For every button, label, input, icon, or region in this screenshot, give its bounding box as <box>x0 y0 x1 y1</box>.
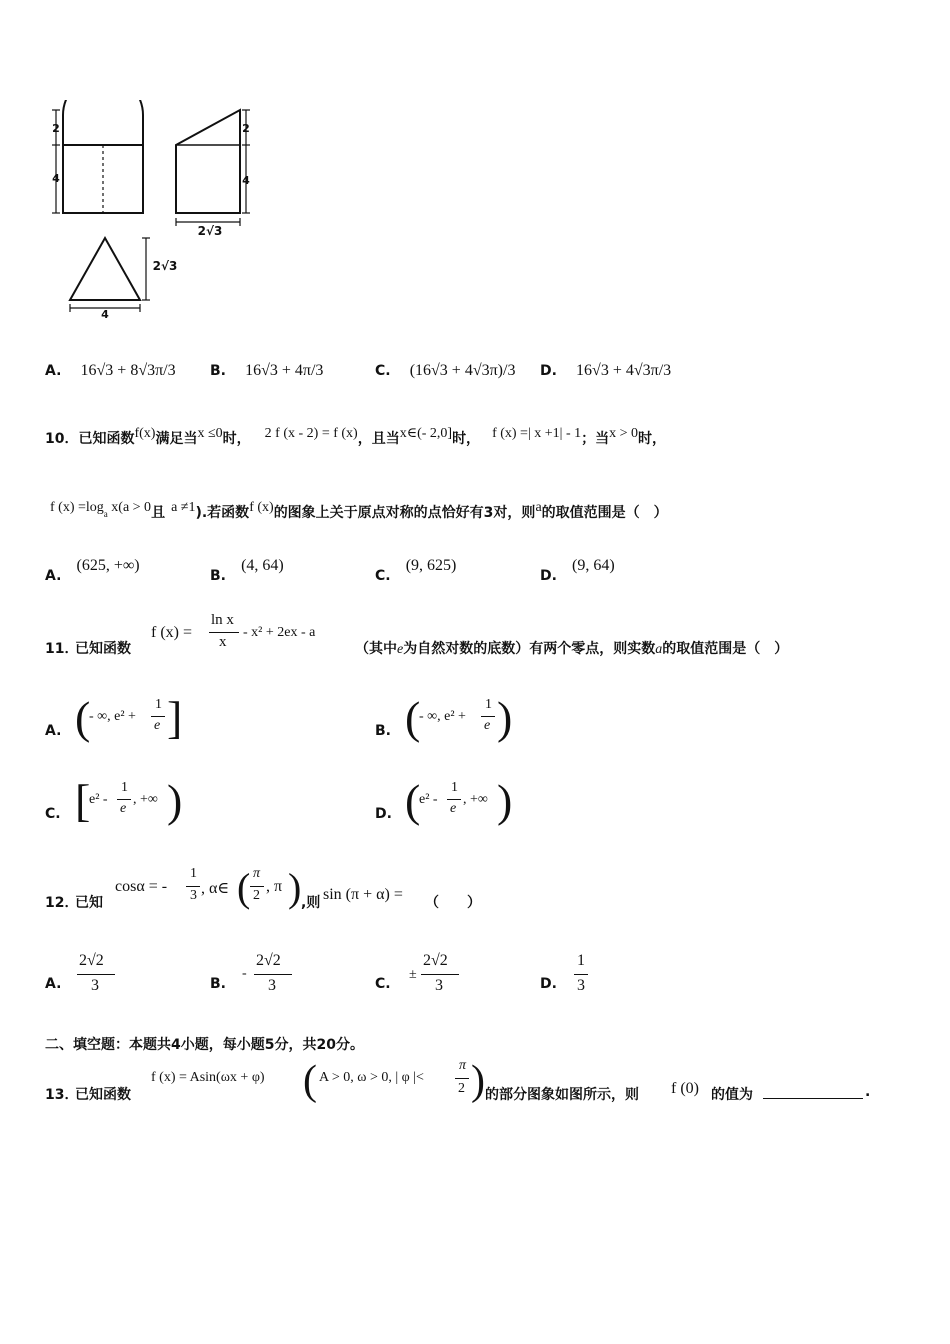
frac-den: e <box>450 801 457 816</box>
q10-option-b[interactable] <box>210 555 284 584</box>
q12-alpha-in: , α∈ <box>201 880 230 897</box>
option-label: C. <box>375 363 391 379</box>
q10-text: 满足当 <box>155 431 198 447</box>
bracket-right: ) <box>497 692 513 743</box>
option-label: D. <box>375 806 392 822</box>
frac-den: 3 <box>577 977 585 994</box>
q11-text: 已知函数 <box>75 641 131 657</box>
q10-option-a[interactable] <box>45 555 140 584</box>
front-dim-2: 2 <box>52 122 60 135</box>
q13-pi-den: 2 <box>458 1081 465 1096</box>
option-label: C. <box>375 976 391 992</box>
q13-fx: f (x) = Asin(ωx + φ) <box>151 1070 265 1085</box>
bracket-right: ) <box>497 775 513 826</box>
q11-option-b[interactable] <box>375 692 675 747</box>
option-sign: - <box>242 966 247 981</box>
option-inner: e² - <box>89 792 108 807</box>
bracket-right: ) <box>167 775 183 826</box>
frac-den: 3 <box>435 977 443 994</box>
side-dim-2: 2 <box>242 122 250 135</box>
option-expr: 16√3 + 4π/3 <box>245 362 324 379</box>
q12-option-d[interactable] <box>540 950 690 1002</box>
q10-math: f (x) =| x +1| - 1 <box>492 426 582 441</box>
option-expr: (4, 64) <box>241 557 284 574</box>
q10-text: 的图象上关于原点对称的点恰好有3对，则 <box>273 505 536 521</box>
option-label: D. <box>540 976 557 992</box>
q12-pi-tail: , π <box>266 878 283 895</box>
q12-cos: cosα = - <box>115 878 168 895</box>
q13-question <box>45 1058 905 1108</box>
q10-number: 10． <box>45 431 79 447</box>
frac-bar <box>254 974 292 975</box>
q13-text: 的部分图象如图所示，则 <box>485 1087 639 1103</box>
q10-math: a <box>535 500 542 515</box>
q12-frac-num: 1 <box>190 866 197 881</box>
q9-option-b[interactable] <box>210 360 323 380</box>
q11-option-a[interactable] <box>45 692 345 747</box>
q10-text: 时， <box>638 431 667 447</box>
q11-frac-den: x <box>219 634 227 650</box>
q9-option-d[interactable] <box>540 360 671 380</box>
option-label: A. <box>45 723 62 739</box>
q10-text: 时， <box>222 431 251 447</box>
q13-number: 13． <box>45 1087 79 1103</box>
answer-blank[interactable] <box>763 1084 863 1099</box>
frac-bar <box>574 974 588 975</box>
option-label: C. <box>45 806 61 822</box>
frac-num: 1 <box>451 780 458 795</box>
q9-option-a[interactable] <box>45 360 176 380</box>
frac-bar <box>421 974 459 975</box>
frac-num: 1 <box>155 697 162 712</box>
q13-f0: f (0) <box>671 1080 699 1097</box>
option-label: B. <box>375 723 391 739</box>
option-expr: 16√3 + 8√3π/3 <box>80 362 176 379</box>
q11-frac-num: ln x <box>211 612 234 628</box>
frac-num: 1 <box>121 780 128 795</box>
q10-text: ，且当 <box>357 431 400 447</box>
q13-text: 的值为 <box>711 1087 753 1103</box>
option-expr: (625, +∞) <box>76 557 140 574</box>
q12-sin: sin (π + α) = <box>323 886 403 903</box>
front-view <box>52 100 143 213</box>
frac-den: 3 <box>268 977 276 994</box>
paren-left: ( <box>303 1058 317 1104</box>
frac-den: e <box>154 718 161 733</box>
frac-num: 1 <box>577 952 585 969</box>
bracket-left: ( <box>75 692 91 743</box>
q11-option-c[interactable] <box>45 775 345 830</box>
q10-text: ).若函数 <box>195 505 250 521</box>
q12-text: 已知 <box>75 895 103 911</box>
bracket-right: ] <box>167 692 183 743</box>
option-label: B. <box>210 976 226 992</box>
q11-number: 11． <box>45 641 79 657</box>
q10-text: 的取值范围是（ ） <box>541 505 668 521</box>
option-expr: (9, 64) <box>572 557 615 574</box>
q10-math: a <box>103 509 108 519</box>
q12-number: 12． <box>45 895 79 911</box>
q10-math: x(a > 0 <box>107 500 152 515</box>
option-expr: 16√3 + 4√3π/3 <box>576 362 672 379</box>
side-view <box>176 110 250 226</box>
paren-right: ) <box>288 865 302 910</box>
bracket-left: ( <box>405 775 421 826</box>
q11-option-d[interactable] <box>375 775 675 830</box>
option-sign: ± <box>409 967 417 982</box>
option-inner: - ∞, e² + <box>89 709 136 724</box>
q10-text: ；当 <box>581 431 610 447</box>
frac-bar <box>447 799 461 800</box>
frac-num: 2√2 <box>423 952 448 969</box>
top-dim-2sqrt3: 2√3 <box>152 259 178 273</box>
q12-pi-den: 2 <box>253 888 260 903</box>
frac-num: 1 <box>485 697 492 712</box>
q10-option-c[interactable] <box>375 555 456 584</box>
frac-num: 2√2 <box>256 952 281 969</box>
q13-text: 已知函数 <box>75 1087 131 1103</box>
q12-question <box>45 866 745 916</box>
option-inner: - ∞, e² + <box>419 709 466 724</box>
option-label: B. <box>210 568 226 584</box>
option-label: A. <box>45 363 62 379</box>
option-label: B. <box>210 363 226 379</box>
option-expr: (9, 625) <box>405 557 457 574</box>
frac-bar <box>117 799 131 800</box>
q12-option-c[interactable] <box>375 950 525 1002</box>
q10-text: 时， <box>452 431 481 447</box>
frac-den: e <box>484 718 491 733</box>
option-label: A. <box>45 568 62 584</box>
frac-bar <box>481 716 495 717</box>
bracket-left: [ <box>75 775 91 826</box>
frac-bar <box>77 974 115 975</box>
q10-math: f(x) <box>134 426 156 441</box>
q13-cond: A > 0, ω > 0, | φ |< <box>319 1070 424 1085</box>
side-dim-4: 4 <box>242 174 250 187</box>
q12-text: （ ） <box>425 895 481 911</box>
option-tail: , +∞ <box>133 792 158 807</box>
q13-end: . <box>865 1084 871 1100</box>
q11-frac-bar <box>209 632 239 633</box>
q12-text: ,则 <box>301 895 321 911</box>
q12-frac-bar <box>186 886 200 887</box>
bracket-left: ( <box>405 692 421 743</box>
q12-pi-num: π <box>253 866 261 881</box>
q10-text: 且 <box>151 505 166 521</box>
top-dim-4: 4 <box>101 308 109 320</box>
q13-pi-bar <box>455 1078 469 1079</box>
q10-math: f (x) <box>249 500 274 515</box>
q9-option-c[interactable] <box>375 360 515 380</box>
q12-option-a[interactable] <box>45 950 195 1002</box>
q10-math: 2 f (x - 2) = f (x) <box>264 426 358 441</box>
option-label: C. <box>375 568 391 584</box>
option-label: D. <box>540 363 557 379</box>
frac-den: 3 <box>91 977 99 994</box>
paren-left: ( <box>237 865 251 910</box>
q12-pi-bar <box>250 886 264 887</box>
q10-option-d[interactable] <box>540 555 615 584</box>
q10-math: x ≤0 <box>197 426 223 441</box>
section-title: 二、填空题：本题共4小题，每小题5分，共20分。 <box>45 1037 364 1053</box>
side-dim-2sqrt3: 2√3 <box>197 224 223 238</box>
frac-bar <box>151 716 165 717</box>
q10-line-2 <box>50 500 668 522</box>
q11-rest: - x² + 2ex - a <box>243 625 316 640</box>
frac-den: e <box>120 801 127 816</box>
top-view <box>70 238 150 312</box>
option-label: D. <box>540 568 557 584</box>
q10-math: x > 0 <box>609 426 639 441</box>
q10-text: 已知函数 <box>78 431 135 447</box>
q10-line-1 <box>45 425 666 448</box>
q10-math: x∈(- 2,0] <box>399 426 453 441</box>
front-dim-4: 4 <box>52 172 60 185</box>
q11-fx: f (x) = <box>151 624 193 641</box>
q12-frac-den: 3 <box>190 888 197 903</box>
q12-option-b[interactable] <box>210 950 360 1002</box>
option-tail: , +∞ <box>463 792 488 807</box>
three-view-figure <box>40 100 260 320</box>
q10-math: a ≠1 <box>171 500 196 515</box>
option-inner: e² - <box>419 792 438 807</box>
q13-pi-num: π <box>459 1058 467 1073</box>
option-label: A. <box>45 976 62 992</box>
paren-right: ) <box>471 1058 485 1104</box>
q11-text: （其中e为自然对数的底数）有两个零点，则实数a的取值范围是（ ） <box>355 641 789 657</box>
frac-num: 2√2 <box>79 952 104 969</box>
q10-math: f (x) =log <box>50 500 104 515</box>
option-expr: (16√3 + 4√3π)/3 <box>409 362 516 379</box>
